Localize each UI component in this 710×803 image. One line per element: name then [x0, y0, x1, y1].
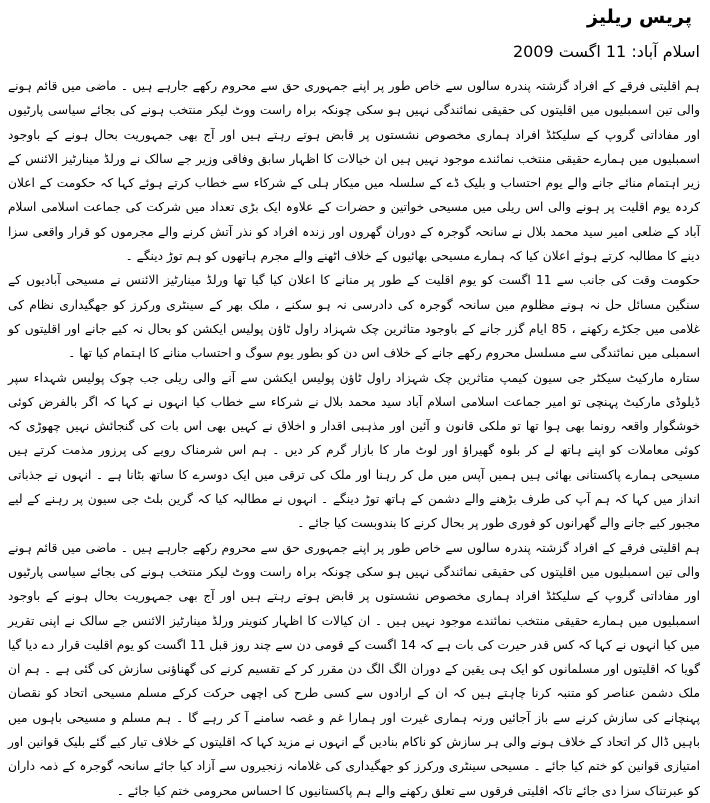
paragraph-2: حکومت وقت کی جانب سے 11 اگست کو یوم اقلیت کے طور پر منانے کا اعلان کیا گیا تھا ورلڈ مینارٹیز الائنس نے مسیحی آبادیوں کے سنگین مسائل حل نہ ہونے مظلوم مین سانحہ گوجرہ کی دادرسی نہ ہو سکنے ، ملک بھر کے سینٹری ورکرز کو جھگیداری نظام کی غلامی میں جکڑے رکھنے ، 85 ایام گزر جانے کے باوجود متاثرین چک شہزاد راول ٹاؤن پولیس ایکشن کو بحال نہ کیے جانے اور اقلیتوں کو اسمبلی میں نمائندگی سے مسلسل محروم رکھے جانے کے خلاف اس دن کو بطور یوم سوگ و احتساب منانے کا اہتمام کیا تھا ۔: [8, 273, 700, 361]
press-release-body: [8, 74, 700, 803]
dateline: اسلام آباد: 11 اگست 2009: [512, 42, 700, 61]
paragraph-4: ہم اقلیتی فرقے کے افراد گزشتہ پندرہ سالوں سے خاص طور پر اپنے جمہوری حق سے محروم رکھے جارہے ہیں ۔ ماضی میں قائم ہونے والی تین اسمبلیوں میں اقلیتوں کی حقیقی نمائندگی نہیں ہو سکی چونکہ براہ راست ووٹ لیکر منتخب ہونے کی بجائے سیاسی پارٹیوں اور مفاداتی گروپ کے سلیکٹڈ افراد ہماری مخصوص نشستوں پر قابض ہوتے رہتے ہیں اور آج بھی جمہوریت بحال ہونے کے باوجود اسمبلیوں میں ہمارے حقیقی منتخب نمائندے موجود نہیں ہیں ۔ ان کیالات کا اظہار کنوینر ورلڈ مینارٹیز الائنس جے سالک نے اپنی تقریر میں کیا انہوں نے کہا کہ کس قدر حیرت کی بات ہے کہ 14 اگست کے قومی دن سے چند روز قبل 11 اگست کو یوم اقلیت قرار دے دیا گیا گویا کہ اقلیتوں اور مسلمانوں کو ایک ہی یقین کے دوران الگ الگ دن مقرر کر کے تقسیم کرنے کی گھناؤنی سازش کی گئی ہے ۔ ہم ان ملک دشمن عناصر کو متنبہ کرنا چاہتے ہیں کہ ان کے ارادوں سے کسی طرح کی اچھی حرکت کرکے مسلم مسیحی اتحاد کو نقصان پہنچانے کی سازش کرنے سے باز آجائیں ورنہ ہماری غیرت اور ہمارا غم و غصہ سامنے آ کر رہے گا ۔ ہم مسلم و مسیحی باہوں میں باہیں ڈال کر اتحاد کے خلاف ہونے والی ہر سازش کو ناکام بنادیں گے انہوں نے مزید کہا کہ اقلیتوں کے خلاف تیار کیے گئے بلیک قوانین اور امتیازی قوانین کو ختم کیا جائے ۔ مسیحی سینٹری ورکرز کو جھگیداری کی غلامانہ زنجیروں سے آزاد کیا جائے سانحہ گوجرہ کے ذمہ داران کو عبرتناک سزا دی جائے تاکہ اقلیتی فرقوں سے تعلق رکھنے والے ہم پاکستانیوں کا احساس محرومی ختم کیا جائے ۔: [8, 540, 700, 798]
document-title: پریس ریلیز: [587, 6, 692, 28]
paragraph-3: ستارہ مارکیٹ سیکٹر جی سیون کیمپ متاثرین چک شہزاد راول ٹاؤن پولیس ایکشن سے آنے والی ریلی جب چوک پولیس شہداء سپر ڈیلوڈی مارکیٹ پہنچی تو امیر جماعت اسلامی اسلام آباد سید محمد بلال نے شرکاء سے خطاب کیا انہوں نے کہا کہ اگر بالفرض کوئی خوشگوار واقعہ رونما بھی ہوا تھا تو ملکی قانون و آئین اور مذہبی اقدار و اخلاق نے کہیں بھی اس بات کی گنجائش نہیں چھوڑی کہ کوئی معاملات کو اپنے ہاتھ لے کر بلوہ گھیراؤ اور لوٹ مار کا بازار گرم کر دیں ۔ ہم اس شرمناک رویے کی پرزور مذمت کرتے ہیں مسیحی ہمارے پاکستانی بھائی ہیں ہمیں آپس میں مل کر رہنا اور ملک کی ترقی میں ایک دوسرے کا ساتھ بٹانا ہے ۔ انہوں نے جذباتی انداز میں کہا کہ ہم آپ کی طرف بڑھنے والے دشمن کے ہاتھ توڑ دینگے ۔ انہوں نے مطالبہ کیا کہ گرین بلٹ جی سیون پر رہنے کے لیے مجبور کیے جانے والے گھرانوں کو فوری طور پر بحال کرنے کا بندوبست کیا جائے ۔: [8, 370, 700, 531]
paragraph-1: ہم اقلیتی فرقے کے افراد گزشتہ پندرہ سالوں سے خاص طور پر اپنے جمہوری حق سے محروم رکھے جارہے ہیں ۔ ماضی میں قائم ہونے والی تین اسمبلیوں میں اقلیتوں کی حقیقی نمائندگی نہیں ہو سکی چونکہ براہ راست ووٹ لیکر منتخب ہونے کی بجائے سیاسی پارٹیوں اور مفاداتی گروپ کے سلیکٹڈ افراد ہماری مخصوص نشستوں پر قابض ہوتے رہتے ہیں اور آج بھی جمہوریت بحال ہونے کے باوجود اسمبلیوں میں ہمارے حقیقی منتخب نمائندے موجود نہیں ہیں ان خیالات کا اظہار سابق وفاقی وزیر جے سالک نے ورلڈ مینارٹیز الائنس کے زیر اہتمام منائے جانے والے یوم احتساب و بلیک ڈے کے سلسلہ میں میکار ہلی کے شرکاء سے خطاب کرتے ہوئے کہا کہ حکومت کے اعلان کردہ یوم اقلیت پر ہونے والی اس ریلی میں مسیحی خواتین و حضرات کے علاوہ ایک بڑی تعداد میں شرکت کی جماعت اسلامی اسلام آباد کے ضلعی امیر سید محمد بلال نے سانحہ گوجرہ کے دوران گھروں اور زندہ افراد کو نذر آتش کرنے والے مجرموں کو قرار واقعی سزا دینے کا مطالبہ کرتے ہوئے اعلان کیا کہ ہمارے مسیحی بھائیوں کے خلاف اٹھنے والے مجرم ہاتھوں کو ہم توڑ دینگے ۔: [8, 79, 700, 264]
